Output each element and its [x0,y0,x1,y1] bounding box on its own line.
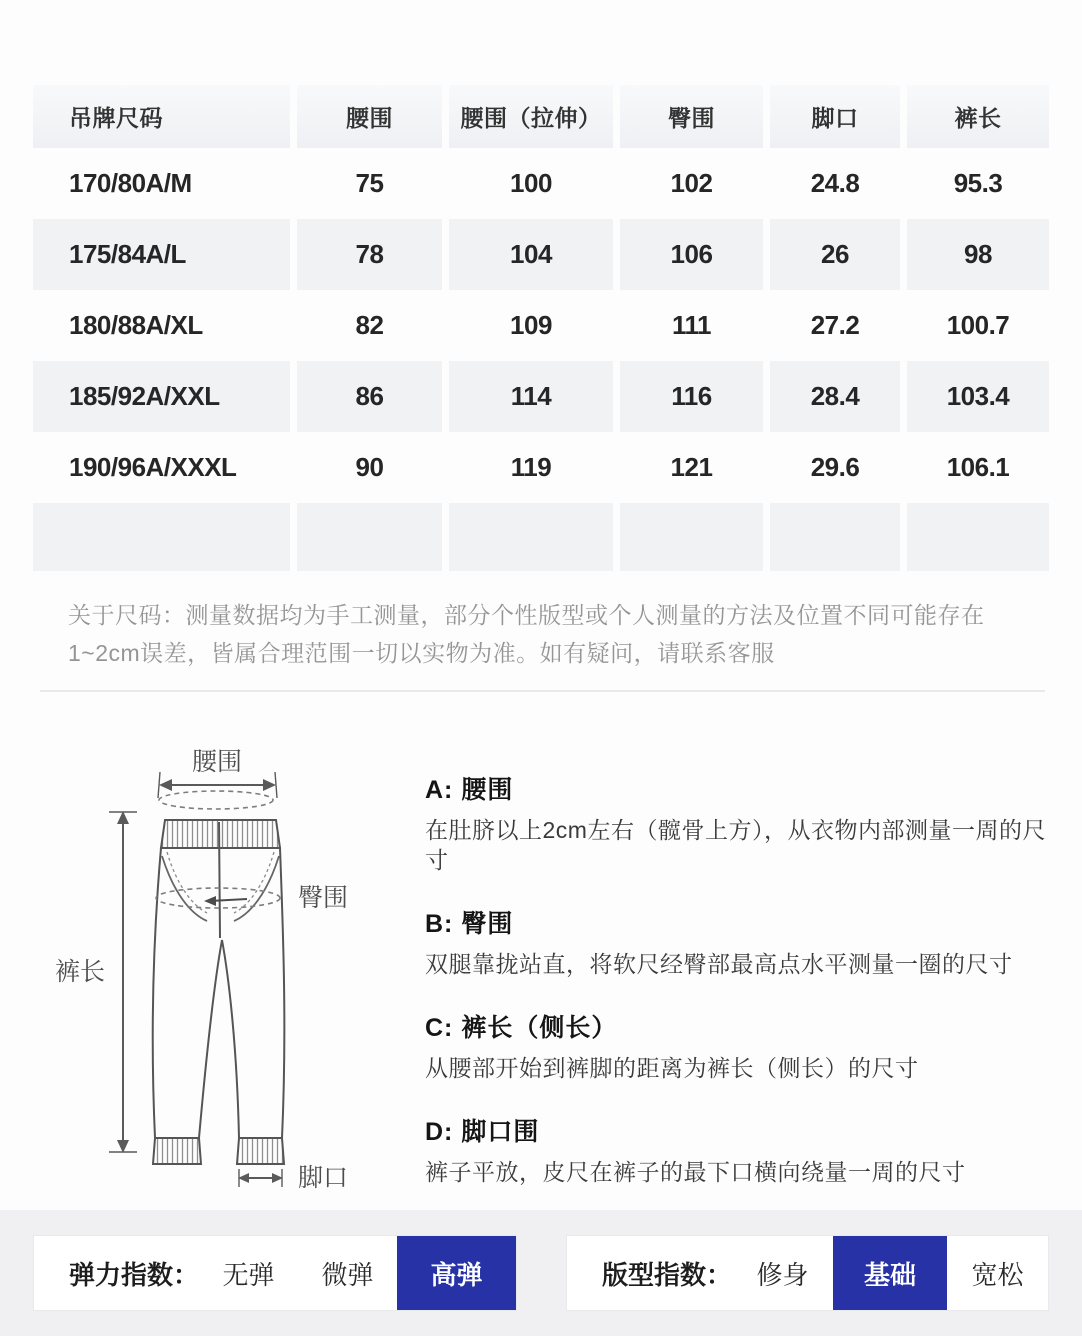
length-cell: 98 [900,219,1049,290]
hip-cell: 116 [613,361,763,432]
leg-opening-cell: 27.2 [763,290,900,361]
section-divider [40,690,1045,692]
center-seam [219,822,220,938]
right-cuff [237,1138,284,1164]
guide-label: D: 脚口围 [425,1118,540,1146]
guide-description: 在肚脐以上2cm左右（髋骨上方），从衣物内部测量一周的尺寸 [425,817,1046,873]
waistband [161,820,280,848]
leg-opening-cell: 24.8 [763,148,900,219]
waist-measure-ellipse [159,791,273,809]
table-empty-row [33,503,1049,571]
guide-item-length [425,1013,1065,1083]
table-row [33,219,1049,290]
size-table [33,85,1049,571]
hip-measure-ellipse [156,888,280,908]
waist-stretched-cell: 114 [442,361,613,432]
left-cuff [153,1138,201,1164]
hip-cell: 121 [613,432,763,503]
length-label: 裤长 [55,958,106,986]
size-cell: 190/96A/XXXL [69,452,237,482]
measuring-guide [425,775,1065,1221]
table-row [33,290,1049,361]
elasticity-option-slight: 微弹 [321,1259,374,1290]
elasticity-index-panel [33,1235,517,1311]
leg-opening-label: 脚口 [298,1164,349,1192]
guide-item-waist [425,775,1065,875]
size-cell: 175/84A/L [69,239,186,269]
fit-option-loose: 宽松 [971,1259,1024,1290]
guide-description: 裤子平放，皮尺在裤子的最下口横向绕量一周的尺寸 [425,1159,966,1185]
table-row [33,432,1049,503]
elasticity-index-label: 弹力指数： [69,1259,200,1290]
guide-item-leg-opening [425,1117,1065,1187]
leg-opening-cell: 28.4 [763,361,900,432]
waist-stretched-cell: 100 [442,148,613,219]
leg-opening-cell: 26 [763,219,900,290]
length-cell: 95.3 [900,148,1049,219]
pants-measurement-diagram [55,728,425,1213]
table-row [33,148,1049,219]
waist-stretched-cell: 104 [442,219,613,290]
table-row [33,361,1049,432]
hip-cell: 106 [613,219,763,290]
leg-opening-cell: 29.6 [763,432,900,503]
leg-opening-arrow [238,1169,283,1187]
elasticity-option-none: 无弹 [222,1259,275,1290]
column-header-waist-stretched: 腰围（拉伸） [442,85,613,148]
guide-description: 双腿靠拢站直，将软尺经臀部最高点水平测量一圈的尺寸 [425,951,1013,977]
waist-cell: 75 [290,148,442,219]
waist-cell: 86 [290,361,442,432]
fit-option-slim: 修身 [756,1259,809,1290]
size-cell: 180/88A/XL [69,310,203,340]
hip-arrow [204,896,247,906]
hip-cell: 102 [613,148,763,219]
length-cell: 106.1 [900,432,1049,503]
guide-label: B: 臀围 [425,910,514,938]
waist-cell: 82 [290,290,442,361]
column-header-waist: 腰围 [290,85,442,148]
size-cell: 185/92A/XXL [69,381,220,411]
waist-stretched-cell: 109 [442,290,613,361]
hip-label: 臀围 [298,884,349,912]
column-header-hip: 臀围 [613,85,763,148]
guide-item-hip [425,909,1065,979]
length-cell: 103.4 [900,361,1049,432]
guide-description: 从腰部开始到裤脚的距离为裤长（侧长）的尺寸 [425,1055,919,1081]
hip-cell: 111 [613,290,763,361]
elasticity-option-high-selected: 高弹 [397,1236,516,1310]
size-table-header-row [33,85,1049,148]
length-arrow [109,811,137,1153]
index-footer [0,1210,1082,1336]
fit-index-label: 版型指数： [602,1259,733,1290]
column-header-leg-opening: 脚口 [763,85,900,148]
column-header-tag-size: 吊牌尺码 [69,105,163,131]
fit-index-panel [566,1235,1049,1311]
size-cell: 170/80A/M [69,168,192,198]
fit-option-basic-selected: 基础 [833,1236,947,1310]
size-note-text: 关于尺码：测量数据均为手工测量，部分个性版型或个人测量的方法及位置不同可能存在1~2cm误差，皆属合理范围一切以实物为准。如有疑问，请联系客服 [68,602,985,666]
length-cell: 100.7 [900,290,1049,361]
guide-label: C: 裤长（侧长） [425,1014,618,1042]
waist-stretched-cell: 119 [442,432,613,503]
column-header-pants-length: 裤长 [900,85,1049,148]
guide-label: A: 腰围 [425,776,514,804]
waist-cell: 78 [290,219,442,290]
waist-cell: 90 [290,432,442,503]
waist-label: 腰围 [192,748,243,776]
